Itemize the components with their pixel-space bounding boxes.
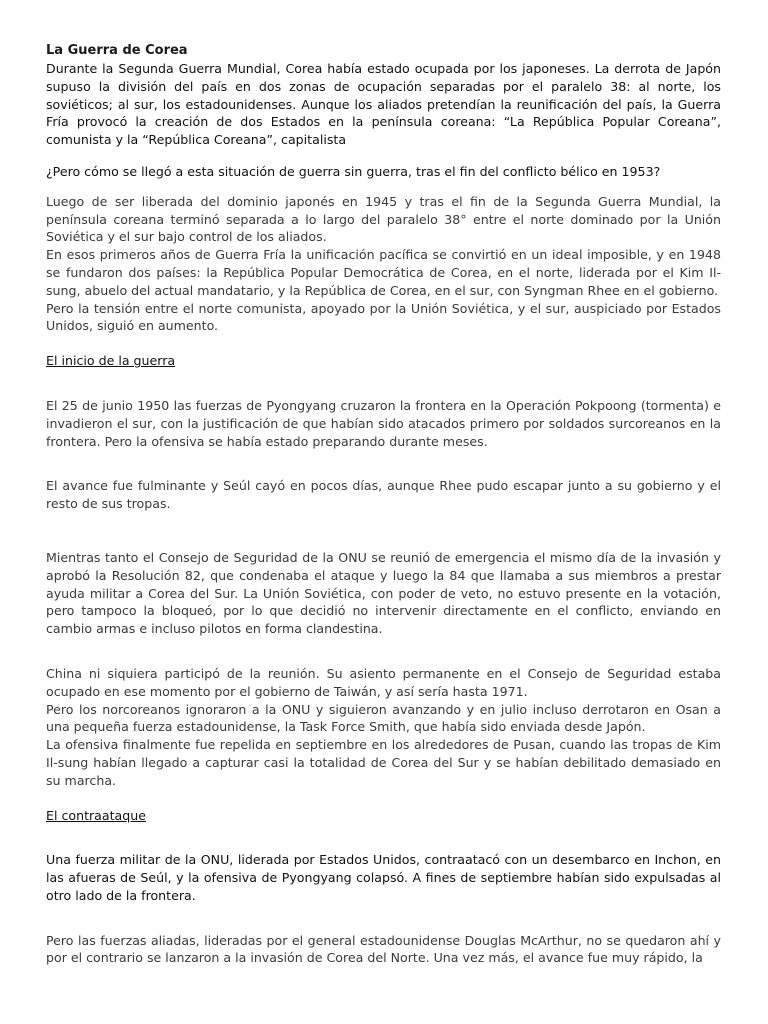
document-page xyxy=(46,42,721,967)
background-paragraph-3: Pero la tensión entre el norte comunista, apoyado por la Unión Soviética, y el sur, auspiciado por Estados Unidos, siguió en aumento. xyxy=(46,300,721,334)
background-paragraph-1: Luego de ser liberada del dominio japonés en 1945 y tras el fin de la Segunda Guerra Mundial, la península coreana terminó separada a lo largo del paralelo 38° entre el norte dominado por la Unión Soviética y el sur bajo control de los aliados. xyxy=(46,193,721,245)
contraataque-paragraph-1: Una fuerza militar de la ONU, liderada por Estados Unidos, contraatacó con un desembarco en Inchon, en las afueras de Seúl, y la ofensiva de Pyongyang colapsó. A fines de septiembre habían sido expulsadas al otro lado de la frontera. xyxy=(46,852,721,903)
background-paragraph-2: En esos primeros años de Guerra Fría la unificación pacífica se convirtió en un ideal imposible, y en 1948 se fundaron dos países: la República Popular Democrática de Corea, en el norte, liderada por el Kim Il-sung, abuelo del actual mandatario, y la República de Corea, en el sur, con Syngman Rhee en el gobierno. xyxy=(46,247,721,298)
contraataque-paragraph-2: Pero las fuerzas aliadas, lideradas por el general estadounidense Douglas McArthur, no se quedaron ahí y por el contrario se lanzaron a la invasión de Corea del Norte. Una vez más, el avance fue muy rápido, la xyxy=(46,932,721,966)
inicio-paragraph-1: El 25 de junio 1950 las fuerzas de Pyongyang cruzaron la frontera en la Operación Pokpoong (tormenta) e invadieron el sur, con la justificación de que habían sido atacados primero por soldados surcoreanos en la frontera. Pero la ofensiva se había estado preparando durante meses. xyxy=(46,397,721,449)
document-title: La Guerra de Corea xyxy=(46,43,188,58)
section-heading-inicio: El inicio de la guerra xyxy=(46,353,176,369)
intro-paragraph: Durante la Segunda Guerra Mundial, Corea había estado ocupada por los japoneses. La derrota de Japón supuso la división del país en dos zonas de ocupación separadas por el paralelo 38: al norte, los soviéticos; al sur, los estadounidenses. Aunque los aliados pretendían la reunificación del país, la Guerra Fría provocó la creación de dos Estados en la península coreana: “La República Popular Coreana”, comunista y la “República Coreana”, capitalista xyxy=(46,61,721,148)
inicio-paragraph-4: China ni siquiera participó de la reunión. Su asiento permanente en el Consejo de Seguridad estaba ocupado en ese momento por el gobierno de Taiwán, y así sería hasta 1971. xyxy=(46,665,721,699)
inicio-paragraph-3: Mientras tanto el Consejo de Seguridad de la ONU se reunió de emergencia el mismo día de la invasión y aprobó la Resolución 82, que condenaba el ataque y luego la 84 que llamaba a sus miembros a prestar ayuda militar a Corea del Sur. La Unión Soviética, con poder de veto, no estuvo presente en la votación, pero tampoco la bloqueó, por lo que decidió no intervenir directamente en el conflicto, enviando en cambio armas e incluso pilotos en forma clandestina. xyxy=(46,549,721,637)
inicio-paragraph-5: Pero los norcoreanos ignoraron a la ONU y siguieron avanzando y en julio incluso derrotaron en Osan a una pequeña fuerza estadounidense, la Task Force Smith, que había sido enviada desde Japón. xyxy=(46,701,721,735)
question-paragraph: ¿Pero cómo se llegó a esta situación de guerra sin guerra, tras el fin del conflicto bélico en 1953? xyxy=(46,163,661,179)
section-heading-contraataque: El contraataque xyxy=(46,807,146,823)
inicio-paragraph-2: El avance fue fulminante y Seúl cayó en pocos días, aunque Rhee pudo escapar junto a su gobierno y el resto de sus tropas. xyxy=(46,478,721,512)
inicio-paragraph-6: La ofensiva finalmente fue repelida en septiembre en los alrededores de Pusan, cuando las tropas de Kim Il-sung habían llegado a capturar casi la totalidad de Corea del Sur y se habían debilitado demasiado en su marcha. xyxy=(46,737,721,788)
